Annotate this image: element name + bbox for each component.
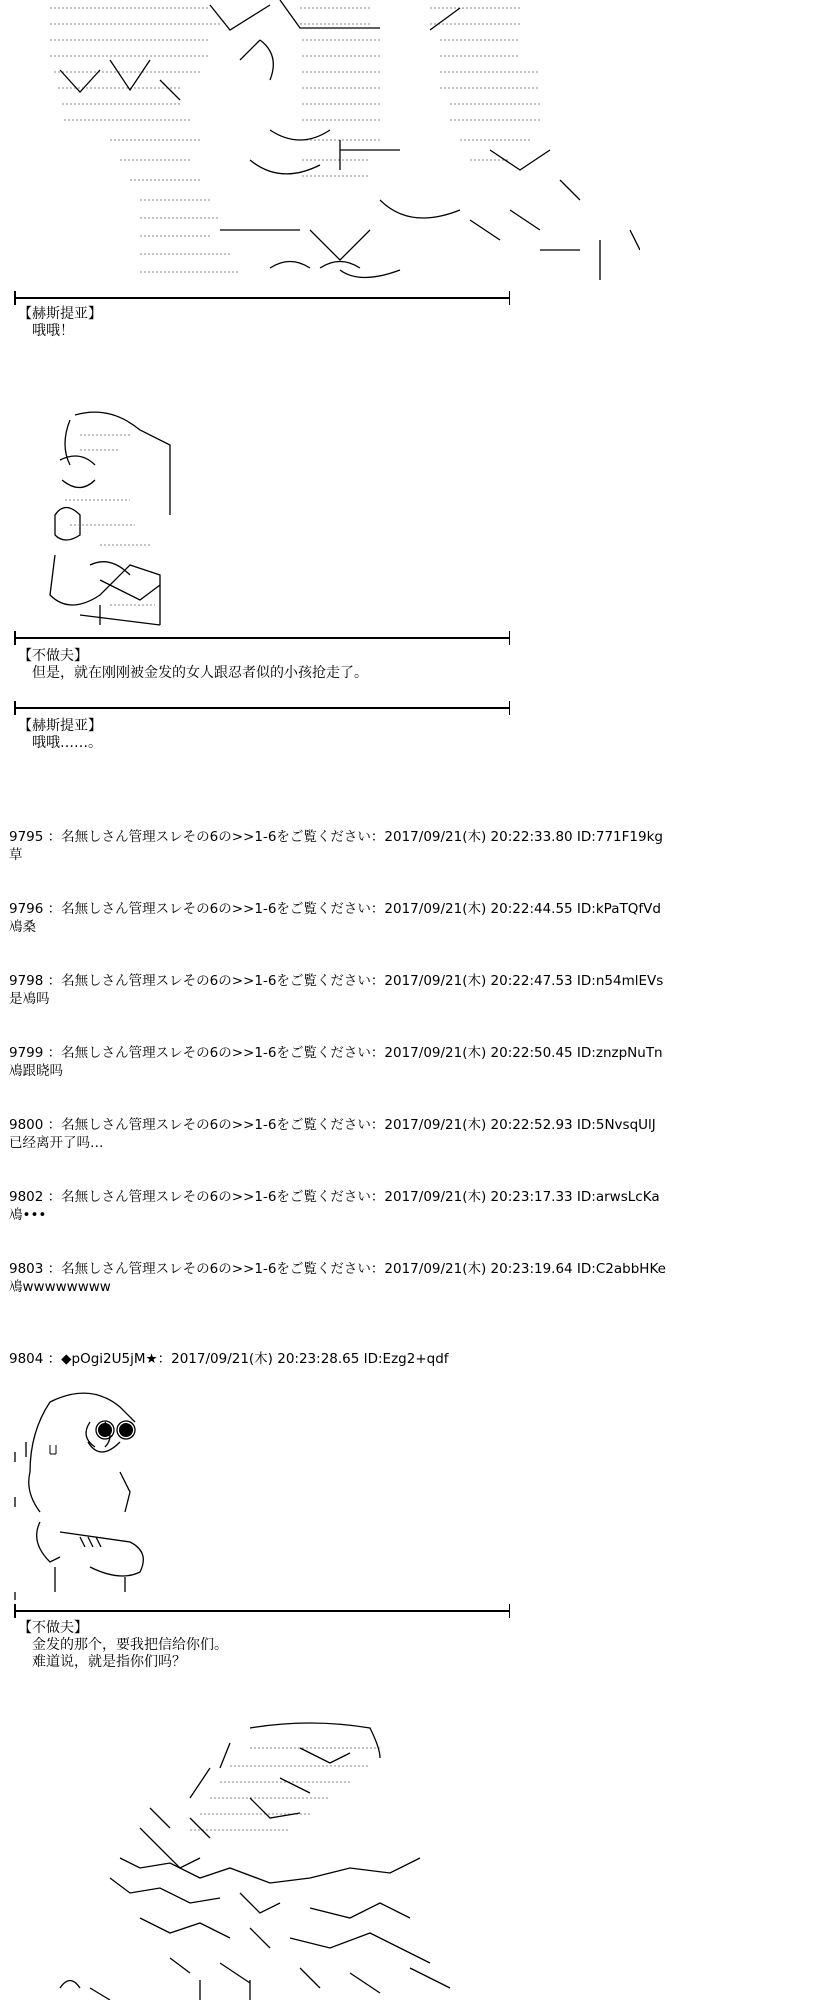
ascii-art-round-figure bbox=[10, 1382, 160, 1602]
dialogue-block bbox=[18, 306, 102, 340]
post-body: 已经离开了吗… bbox=[9, 1135, 104, 1151]
post-body: 是鳰吗 bbox=[9, 991, 50, 1007]
post-header: 9799 ：名無しさん管理スレその6の>>1-6をご覧ください：2017/09/21(木) 20:22:50.45 ID:znzpNuTn bbox=[9, 1045, 663, 1061]
post-body: 鳰跟晓吗 bbox=[9, 1063, 63, 1079]
post-header: 9802 ：名無しさん管理スレその6の>>1-6をご覧ください：2017/09/21(木) 20:23:17.33 ID:arwsLcKa bbox=[9, 1189, 660, 1205]
post-header: 9798 ：名無しさん管理スレその6の>>1-6をご覧ください：2017/09/21(木) 20:22:47.53 ID:n54mlEVs bbox=[9, 973, 664, 989]
post-header: 9795 ：名無しさん管理スレその6の>>1-6をご覧ください：2017/09/21(木) 20:22:33.80 ID:771F19kg bbox=[9, 829, 663, 845]
speaker-label: 【不做夫】 bbox=[18, 1620, 88, 1636]
speaker-label: 【赫斯提亚】 bbox=[18, 718, 102, 734]
dialogue-line: 金发的那个，要我把信给你们。 bbox=[32, 1637, 228, 1653]
post-body: 鳰••• bbox=[9, 1207, 47, 1223]
scene-divider bbox=[14, 291, 510, 305]
post-body: 草 bbox=[9, 847, 23, 863]
post-header: 9800 ：名無しさん管理スレその6の>>1-6をご覧ください：2017/09/21(木) 20:22:52.93 ID:5NvsqUlJ bbox=[9, 1117, 656, 1133]
forum-post bbox=[9, 828, 663, 864]
forum-post bbox=[9, 972, 663, 1008]
forum-post bbox=[9, 1260, 666, 1296]
post-header: 9796 ：名無しさん管理スレその6の>>1-6をご覧ください：2017/09/21(木) 20:22:44.55 ID:kPaTQfVd bbox=[9, 901, 661, 917]
dialogue-block bbox=[18, 648, 368, 682]
forum-post bbox=[9, 1350, 449, 1368]
dialogue-line: 哦哦！ bbox=[32, 323, 74, 339]
scene-divider bbox=[14, 631, 510, 645]
forum-post bbox=[9, 1044, 663, 1080]
scene-divider bbox=[14, 1604, 510, 1618]
dialogue-line: 难道说，就是指你们吗？ bbox=[32, 1654, 186, 1670]
dialogue-line: 但是，就在刚刚被金发的女人跟忍者似的小孩抢走了。 bbox=[32, 665, 368, 681]
dialogue-block bbox=[18, 1620, 228, 1671]
scene-divider bbox=[14, 701, 510, 715]
speaker-label: 【不做夫】 bbox=[18, 648, 88, 664]
dialogue-block bbox=[18, 718, 102, 752]
forum-post bbox=[9, 900, 661, 936]
post-body: 鳰wwwwwwww bbox=[9, 1279, 111, 1295]
speaker-label: 【赫斯提亚】 bbox=[18, 306, 102, 322]
forum-post bbox=[9, 1188, 660, 1224]
ascii-art-bystander-small bbox=[40, 405, 180, 630]
post-header: 9804 ：◆pOgi2U5jM★：2017/09/21(木) 20:23:28.65 ID:Ezg2+qdf bbox=[9, 1351, 449, 1367]
post-body: 鳰桑 bbox=[9, 919, 36, 935]
forum-post bbox=[9, 1116, 656, 1152]
dialogue-line: 哦哦……。 bbox=[32, 735, 102, 751]
ascii-art-ninja-figure bbox=[50, 1718, 470, 2000]
ascii-art-hestia-large bbox=[40, 0, 640, 290]
post-header: 9803 ：名無しさん管理スレその6の>>1-6をご覧ください：2017/09/21(木) 20:23:19.64 ID:C2abbHKe bbox=[9, 1261, 666, 1277]
